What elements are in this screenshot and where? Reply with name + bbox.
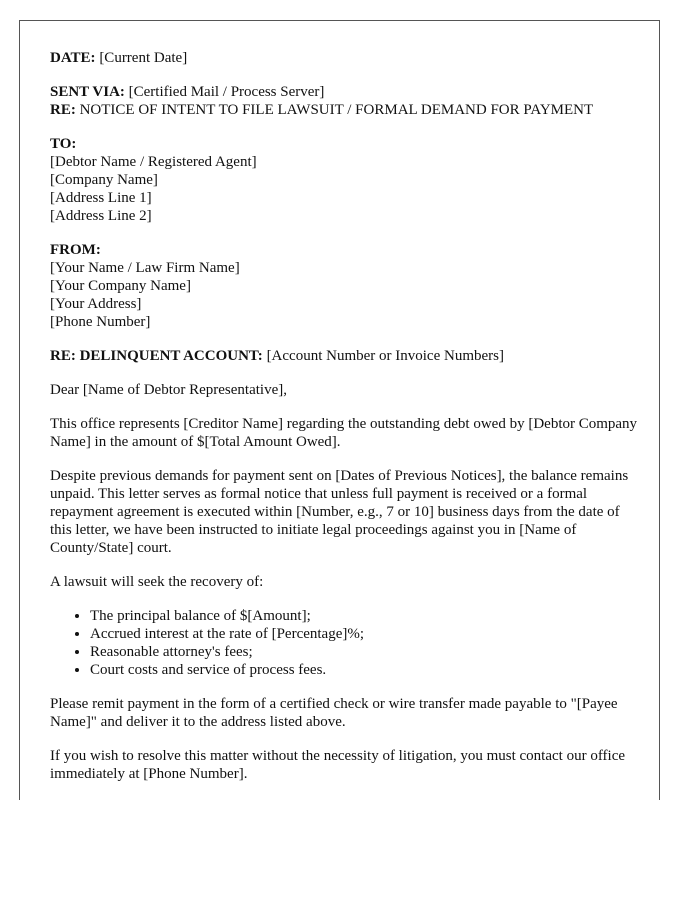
sent-via-value: [Certified Mail / Process Server] xyxy=(128,84,325,100)
salutation: Dear [Name of Debtor Representative], xyxy=(50,382,287,398)
to-line: [Debtor Name / Registered Agent] xyxy=(50,154,257,170)
list-item: • The principal balance of $[Amount]; xyxy=(90,607,640,625)
from-label: FROM: xyxy=(50,242,101,258)
re-account-value: [Account Number or Invoice Numbers] xyxy=(266,348,504,364)
body-paragraph: A lawsuit will seek the recovery of: xyxy=(50,574,264,590)
from-block xyxy=(50,241,640,331)
sent-via-line xyxy=(50,83,640,101)
re-subject-label: RE: xyxy=(50,102,76,118)
date-line xyxy=(50,49,640,67)
list-item: • Reasonable attorney's fees; xyxy=(90,643,640,661)
list-item: • Accrued interest at the rate of [Percentage]%; xyxy=(90,625,640,643)
recovery-list xyxy=(50,607,640,679)
sent-via-block xyxy=(50,83,640,119)
closing-paragraph: Please remit payment in the form of a certified check or wire transfer made payable to "[Payee Name]" and deliver it to the address listed above. xyxy=(50,696,618,730)
letter-page xyxy=(19,20,660,800)
date-label: DATE: xyxy=(50,50,96,66)
re-subject-line xyxy=(50,101,640,119)
closing-paragraph: If you wish to resolve this matter without the necessity of litigation, you must contact our office immediately at [Phone Number]. xyxy=(50,748,626,782)
date-value: [Current Date] xyxy=(99,50,188,66)
to-line: [Company Name] xyxy=(50,172,158,188)
to-block xyxy=(50,135,640,225)
body-paragraph: This office represents [Creditor Name] regarding the outstanding debt owed by [Debtor Company Name] in the amount of $[Total Amount Owed]. xyxy=(50,416,638,450)
to-line: [Address Line 2] xyxy=(50,208,152,224)
list-item: • Court costs and service of process fees. xyxy=(90,661,640,679)
re-account-line xyxy=(50,347,640,365)
sent-via-label: SENT VIA: xyxy=(50,84,125,100)
re-subject-value: NOTICE OF INTENT TO FILE LAWSUIT / FORMAL DEMAND FOR PAYMENT xyxy=(79,102,594,118)
to-label: TO: xyxy=(50,136,77,152)
body-paragraph: Despite previous demands for payment sent on [Dates of Previous Notices], the balance remains unpaid. This letter serves as formal notice that unless full payment is received or a formal repayment agreement is executed within [Number, e.g., 7 or 10] business days from the date of this letter, we have been instructed to initiate legal proceedings against you in [Name of County/State] court. xyxy=(50,468,629,556)
from-line: [Your Company Name] xyxy=(50,278,191,294)
to-line: [Address Line 1] xyxy=(50,190,152,206)
letter-body xyxy=(50,49,640,799)
from-line: [Your Name / Law Firm Name] xyxy=(50,260,240,276)
from-line: [Your Address] xyxy=(50,296,142,312)
re-account-label: RE: DELINQUENT ACCOUNT: xyxy=(50,348,263,364)
from-line: [Phone Number] xyxy=(50,314,151,330)
